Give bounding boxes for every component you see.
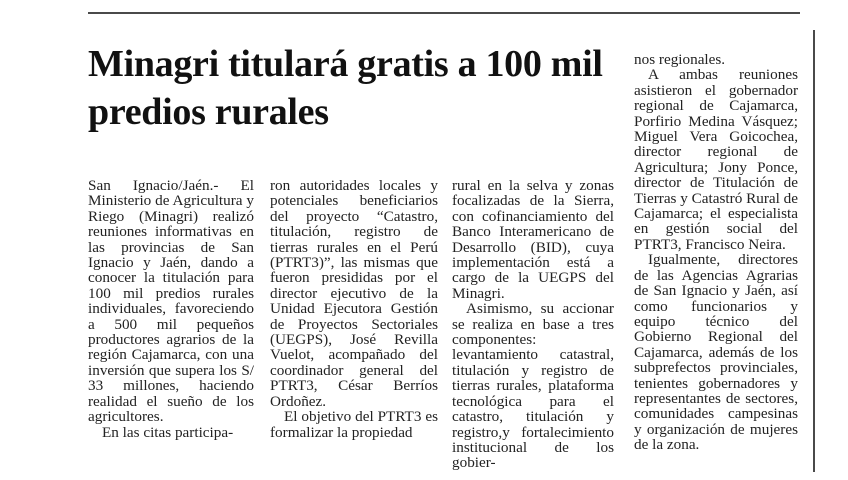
article-column-3 (452, 178, 614, 471)
article-column-4 (634, 52, 798, 453)
paragraph: ron autoridades locales y potenciales beneficiarios del proyecto “Catastro, titulación, registro de tierras rurales en el Perú (PTRT3)”, las mismas que fueron presididas por el director ejecutivo de la Unidad Ejecutora Gestión de Proyectos Sectoriales (UEGPS), José Revilla Vuelot, acompañado del coordinador general del PTRT3, César Berríos Ordoñez. (270, 177, 438, 410)
article-column-2 (270, 178, 438, 440)
paragraph: Igualmente, directores de las Agencias Agrarias de San Ignacio y Jaén, así como funcionarios y equipo técnico del Gobierno Regional del Cajamarca, además de los subprefectos provinciales, tenientes gobernadores y representantes de sectores, comunidades campesinas y organización de mujeres de la zona. (634, 251, 798, 454)
paragraph: En las citas participa- (102, 423, 234, 441)
paragraph: San Ignacio/Jaén.- El Ministerio de Agricultura y Riego (Minagri) realizó reuniones informativas en las provincias de San Ignacio y Jaén, dando a conocer la titulación para 100 mil predios rurales individuales, favoreciendo a 500 mil pequeños productores agrarios de la región Cajamarca, con una inversión que supera los S/ 33 millones, haciendo realidad el sueño de los agricultores. (88, 177, 254, 426)
paragraph: nos regionales. (634, 51, 726, 68)
top-rule (88, 12, 800, 14)
paragraph: rural en la selva y zonas focalizadas de la Sierra, con cofinanciamiento del Banco Interamericano de Desarrollo (BID), cuya implementación está a cargo de la UEGPS del Minagri. (452, 177, 614, 302)
right-column-rule (813, 30, 815, 472)
paragraph: Asimismo, su accionar se realiza en base a tres componentes: levantamiento catastral, titulación y registro de tierras rurales, plataforma tecnológica para el catastro, titulación y registro,y fortalecimiento institucional de los gobier- (452, 300, 614, 472)
article-column-1 (88, 178, 254, 440)
headline: Minagri titulará gratis a 100 mil predios rurales (88, 43, 603, 133)
paragraph: El objetivo del PTRT3 es formalizar la propiedad (270, 408, 438, 441)
paragraph: A ambas reuniones asistieron el gobernador regional de Cajamarca, Porfirio Medina Vásquez; Miguel Vera Goicochea, director regional de Agricultura; Jony Ponce, director de Titulación de Tierras y Catastró Rural de Cajamarca; el especialista en gestión social del PTRT3, Francisco Neira. (634, 66, 798, 253)
